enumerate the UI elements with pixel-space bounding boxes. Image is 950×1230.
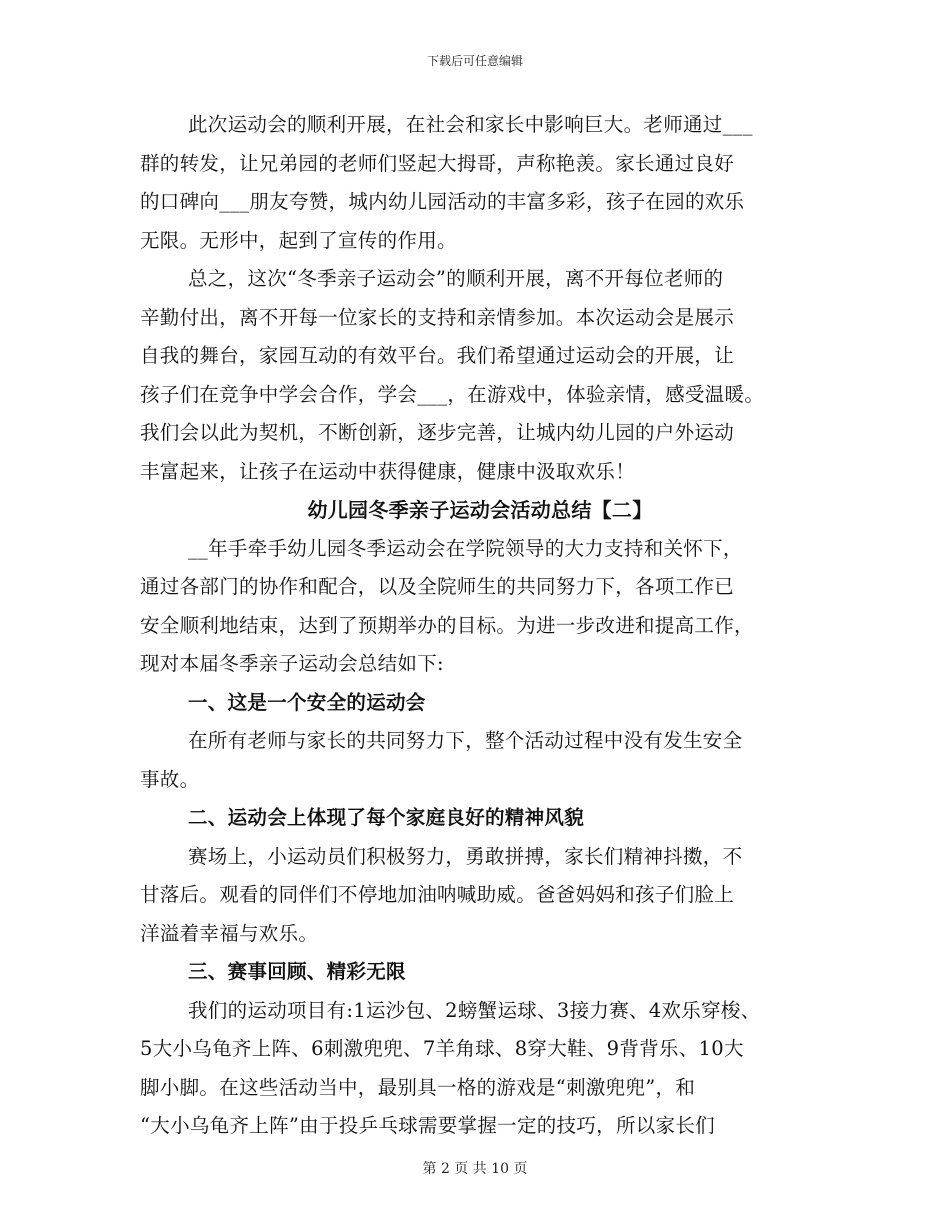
paragraph-line: 赛场上，小运动员们积极努力，勇敢拼搏，家长们精神抖擞，不 bbox=[188, 844, 743, 868]
subheading-2: 二、运动会上体现了每个家庭良好的精神风貌 bbox=[188, 806, 585, 829]
paragraph-line: 自我的舞台，家园互动的有效平台。我们希望通过运动会的开展，让 bbox=[140, 344, 735, 367]
section-title: 幼儿园冬季亲子运动会活动总结【二】 bbox=[307, 498, 653, 522]
subheading-3: 三、赛事回顾、精彩无限 bbox=[188, 960, 406, 983]
paragraph-line: “大小乌龟齐上阵”由于投乒乓球需要掌握一定的技巧，所以家长们 bbox=[140, 1114, 715, 1137]
paragraph-line: 的口碑向___朋友夸赞，城内幼儿园活动的丰富多彩，孩子在园的欢乐 bbox=[140, 190, 745, 213]
paragraph-line: 无限。无形中，起到了宣传的作用。 bbox=[140, 228, 457, 252]
paragraph-line: 事故。 bbox=[140, 767, 200, 791]
paragraph-line: 在所有老师与家长的共同努力下，整个活动过程中没有发生安全 bbox=[188, 729, 743, 752]
page-footer: 第 2 页 共 10 页 bbox=[422, 1161, 528, 1177]
subheading-1: 一、这是一个安全的运动会 bbox=[188, 690, 426, 714]
page-header: 下载后可任意编辑 bbox=[426, 54, 523, 68]
paragraph-line: 安全顺利地结束，达到了预期举办的目标。为进一步改进和提高工作， bbox=[140, 613, 754, 637]
paragraph-line: 脚小脚。在这些活动当中，最别具一格的游戏是“刺激兜兜”，和 bbox=[140, 1075, 696, 1099]
paragraph-line: 群的转发，让兄弟园的老师们竖起大拇哥，声称艳羡。家长通过良好 bbox=[140, 151, 735, 175]
document-body bbox=[140, 106, 820, 1146]
paragraph-line: 孩子们在竞争中学会合作，学会___，在游戏中，体验亲情，感受温暖。 bbox=[140, 382, 765, 406]
paragraph-line: 总之，这次“冬季亲子运动会”的顺利开展，离不开每位老师的 bbox=[188, 267, 724, 290]
paragraph-line: 甘落后。观看的同伴们不停地加油呐喊助威。爸爸妈妈和孩子们脸上 bbox=[140, 883, 735, 906]
paragraph-line: 我们会以此为契机，不断创新，逐步完善，让城内幼儿园的户外运动 bbox=[140, 421, 735, 444]
paragraph-line: 通过各部门的协作和配合，以及全院师生的共同努力下，各项工作已 bbox=[140, 575, 735, 598]
paragraph-line: 丰富起来，让孩子在运动中获得健康，健康中汲取欢乐！ bbox=[140, 459, 636, 483]
paragraph-line: 现对本届冬季亲子运动会总结如下: bbox=[140, 652, 444, 675]
paragraph-line: 洋溢着幸福与欢乐。 bbox=[140, 921, 319, 945]
paragraph-line: 此次运动会的顺利开展，在社会和家长中影响巨大。老师通过___ bbox=[188, 113, 753, 136]
paragraph-line: 辛勤付出，离不开每一位家长的支持和亲情参加。本次运动会是展示 bbox=[140, 305, 735, 329]
paragraph-line: 我们的运动项目有:1运沙包、2螃蟹运球、3接力赛、4欢乐穿梭、 bbox=[188, 998, 761, 1022]
paragraph-line: 5大小乌龟齐上阵、6刺激兜兜、7羊角球、8穿大鞋、9背背乐、10大 bbox=[140, 1037, 744, 1060]
paragraph-line: __年手牵手幼儿园冬季运动会在学院领导的大力支持和关怀下， bbox=[188, 536, 743, 560]
